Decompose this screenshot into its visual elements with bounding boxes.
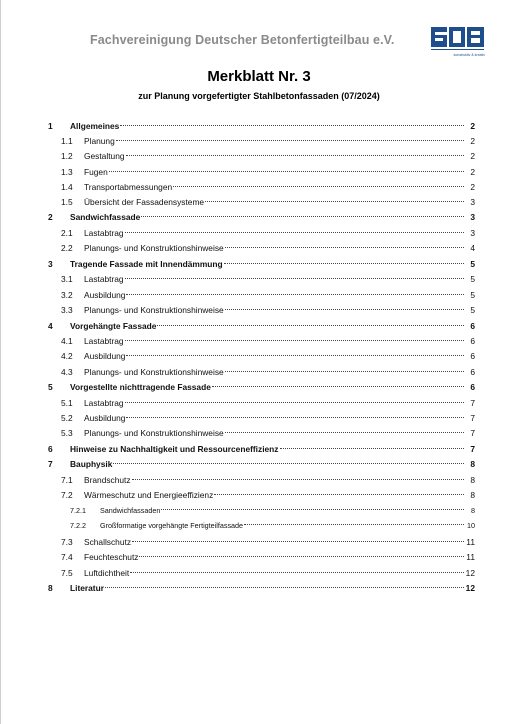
toc-entry-title: Vorgestellte nichttragende Fassade — [70, 382, 211, 392]
toc-leader-dots — [244, 524, 464, 525]
toc-entry-title: Sandwichfassade — [70, 212, 141, 222]
toc-entry-number: 7.1 — [61, 475, 73, 485]
toc-entry-title: Luftdichtheit — [84, 568, 130, 578]
toc-leader-dots — [225, 432, 464, 433]
toc-entry[interactable] — [48, 381, 475, 393]
toc-leader-dots — [141, 216, 464, 217]
toc-entry-page: 2 — [470, 121, 475, 131]
toc-entry-page: 6 — [470, 336, 475, 346]
toc-leader-dots — [125, 278, 464, 279]
toc-leader-dots — [132, 479, 464, 480]
toc-leader-dots — [125, 402, 464, 403]
toc-entry-page: 3 — [470, 228, 475, 238]
toc-entry-title: Literatur — [70, 583, 104, 593]
toc-entry[interactable] — [48, 258, 475, 270]
toc-entry[interactable] — [48, 120, 475, 132]
toc-entry-title: Übersicht der Fassadensysteme — [84, 197, 205, 207]
toc-entry-number: 7.2.1 — [70, 506, 86, 515]
toc-entry-title: Lastabtrag — [84, 398, 124, 408]
toc-leader-dots — [224, 263, 464, 264]
toc-entry[interactable] — [48, 150, 475, 162]
toc-entry-number: 1.2 — [61, 151, 73, 161]
toc-entry-number: 7.3 — [61, 537, 73, 547]
toc-leader-dots — [225, 371, 464, 372]
toc-entry-number: 4.3 — [61, 367, 73, 377]
toc-entry-title: Lastabtrag — [84, 274, 124, 284]
toc-entry[interactable] — [48, 520, 475, 532]
toc-entry[interactable] — [48, 166, 475, 178]
toc-entry-page: 2 — [470, 136, 475, 146]
toc-entry-number: 7.4 — [61, 552, 73, 562]
toc-entry-page: 11 — [466, 537, 475, 547]
toc-entry-page: 5 — [470, 259, 475, 269]
toc-leader-dots — [125, 340, 464, 341]
toc-entry-number: 2.1 — [61, 228, 73, 238]
toc-entry-page: 5 — [470, 274, 475, 284]
organization-name: Fachvereinigung Deutscher Betonfertigteilbau e.V. — [90, 33, 395, 47]
toc-entry[interactable] — [48, 443, 475, 455]
toc-leader-dots — [157, 325, 464, 326]
toc-leader-dots — [214, 494, 464, 495]
toc-leader-dots — [161, 509, 464, 510]
toc-entry[interactable] — [48, 412, 475, 424]
toc-entry-page: 7 — [470, 413, 475, 423]
toc-entry-title: Feuchteschutz — [84, 552, 139, 562]
toc-leader-dots — [225, 247, 464, 248]
toc-leader-dots — [109, 171, 464, 172]
toc-entry-number: 2.2 — [61, 243, 73, 253]
toc-entry-number: 7.5 — [61, 568, 73, 578]
toc-entry-title: Wärmeschutz und Energieeffizienz — [84, 490, 214, 500]
toc-entry-page: 12 — [465, 568, 475, 578]
toc-leader-dots — [126, 417, 464, 418]
toc-entry-title: Transportabmessungen — [84, 182, 173, 192]
toc-entry-page: 7 — [470, 428, 475, 438]
toc-entry[interactable] — [48, 505, 475, 517]
toc-entry-title: Sandwichfassaden — [100, 506, 161, 515]
toc-entry-page: 7 — [470, 398, 475, 408]
toc-entry[interactable] — [48, 227, 475, 239]
toc-entry[interactable] — [48, 366, 475, 378]
toc-entry-page: 8 — [471, 506, 475, 515]
toc-entry-number: 1.1 — [61, 136, 73, 146]
toc-entry-number: 1.5 — [61, 197, 73, 207]
toc-entry-page: 3 — [470, 212, 475, 222]
toc-entry-number: 4.1 — [61, 336, 73, 346]
toc-entry[interactable] — [48, 582, 475, 594]
toc-leader-dots — [212, 386, 464, 387]
toc-entry-title: Ausbildung — [84, 413, 126, 423]
toc-entry-title: Planungs- und Konstruktionshinweise — [84, 305, 224, 315]
toc-entry[interactable] — [48, 211, 475, 223]
toc-entry[interactable] — [48, 135, 475, 147]
toc-entry[interactable] — [48, 489, 475, 501]
toc-leader-dots — [280, 448, 465, 449]
toc-entry-title: Ausbildung — [84, 290, 126, 300]
toc-entry-page: 4 — [470, 243, 475, 253]
toc-entry-page: 2 — [470, 151, 475, 161]
toc-entry-number: 3.3 — [61, 305, 73, 315]
toc-entry-page: 7 — [470, 444, 475, 454]
toc-entry-title: Planungs- und Konstruktionshinweise — [84, 243, 224, 253]
toc-entry-title: Fugen — [84, 167, 108, 177]
toc-entry-number: 1 — [48, 121, 53, 131]
fdb-logo — [431, 26, 485, 66]
toc-leader-dots — [125, 232, 464, 233]
toc-entry-number: 7 — [48, 459, 53, 469]
toc-entry[interactable] — [48, 196, 475, 208]
toc-entry[interactable] — [48, 304, 475, 316]
toc-leader-dots — [205, 201, 464, 202]
toc-entry-number: 7.2 — [61, 490, 73, 500]
toc-entry-number: 3.1 — [61, 274, 73, 284]
toc-entry[interactable] — [48, 289, 475, 301]
toc-entry-page: 5 — [470, 305, 475, 315]
toc-entry-title: Brandschutz — [84, 475, 131, 485]
toc-entry-title: Schallschutz — [84, 537, 132, 547]
logo-tagline: konstruktiv & kreativ — [453, 53, 485, 57]
toc-entry-number: 4.2 — [61, 351, 73, 361]
toc-entry[interactable] — [48, 320, 475, 332]
toc-entry-number: 5.1 — [61, 398, 73, 408]
toc-entry-page: 6 — [470, 382, 475, 392]
toc-entry[interactable] — [48, 350, 475, 362]
toc-entry-page: 8 — [470, 490, 475, 500]
toc-entry-number: 6 — [48, 444, 53, 454]
toc-entry-title: Großformatige vorgehängte Fertigteilfassade — [100, 521, 244, 530]
toc-entry-number: 3.2 — [61, 290, 73, 300]
toc-entry-title: Vorgehängte Fassade — [70, 321, 157, 331]
toc-entry-page: 10 — [467, 521, 475, 530]
toc-entry-title: Gestaltung — [84, 151, 125, 161]
toc-entry[interactable] — [48, 536, 475, 548]
toc-entry-page: 6 — [470, 367, 475, 377]
toc-entry[interactable] — [48, 397, 475, 409]
document-subtitle: zur Planung vorgefertigter Stahlbetonfassaden (07/2024) — [138, 91, 380, 101]
toc-entry-number: 7.2.2 — [70, 521, 86, 530]
toc-entry-page: 3 — [470, 197, 475, 207]
toc-entry[interactable] — [48, 181, 475, 193]
fdb-logo-mark — [431, 26, 485, 54]
toc-leader-dots — [139, 556, 464, 557]
toc-entry-page: 2 — [470, 167, 475, 177]
toc-leader-dots — [113, 463, 464, 464]
toc-entry-page: 2 — [470, 182, 475, 192]
toc-leader-dots — [132, 541, 464, 542]
toc-entry[interactable] — [48, 427, 475, 439]
toc-entry[interactable] — [48, 551, 475, 563]
toc-entry-page: 12 — [465, 583, 475, 593]
toc-entry-title: Lastabtrag — [84, 336, 124, 346]
toc-entry[interactable] — [48, 567, 475, 579]
toc-entry-number: 5 — [48, 382, 53, 392]
toc-entry-title: Hinweise zu Nachhaltigkeit und Ressourceneffizienz — [70, 444, 279, 454]
toc-entry-number: 2 — [48, 212, 53, 222]
toc-entry-title: Ausbildung — [84, 351, 126, 361]
toc-entry-title: Bauphysik — [70, 459, 113, 469]
toc-entry-title: Allgemeines — [70, 121, 120, 131]
toc-entry[interactable] — [48, 335, 475, 347]
toc-entry[interactable] — [48, 458, 475, 470]
toc-entry-title: Tragende Fassade mit Innendämmung — [70, 259, 223, 269]
toc-leader-dots — [126, 355, 464, 356]
toc-entry[interactable] — [48, 242, 475, 254]
toc-entry-title: Planungs- und Konstruktionshinweise — [84, 367, 224, 377]
toc-leader-dots — [130, 572, 464, 573]
toc-entry-page: 6 — [470, 351, 475, 361]
toc-entry[interactable] — [48, 273, 475, 285]
toc-leader-dots — [105, 587, 464, 588]
toc-entry-title: Planung — [84, 136, 115, 146]
toc-entry-number: 3 — [48, 259, 53, 269]
toc-entry-number: 5.2 — [61, 413, 73, 423]
toc-entry-page: 6 — [470, 321, 475, 331]
toc-entry-number: 1.3 — [61, 167, 73, 177]
toc-entry-page: 8 — [470, 459, 475, 469]
toc-entry-number: 4 — [48, 321, 53, 331]
toc-leader-dots — [126, 294, 464, 295]
toc-entry-title: Lastabtrag — [84, 228, 124, 238]
toc-entry-number: 1.4 — [61, 182, 73, 192]
toc-leader-dots — [225, 309, 464, 310]
toc-leader-dots — [126, 155, 464, 156]
toc-leader-dots — [116, 140, 464, 141]
document-title: Merkblatt Nr. 3 — [207, 68, 311, 85]
toc-entry[interactable] — [48, 474, 475, 486]
toc-leader-dots — [173, 186, 464, 187]
toc-leader-dots — [120, 125, 464, 126]
toc-entry-page: 11 — [466, 552, 475, 562]
toc-entry-page: 5 — [470, 290, 475, 300]
toc-entry-number: 5.3 — [61, 428, 73, 438]
toc-entry-page: 8 — [470, 475, 475, 485]
toc-entry-number: 8 — [48, 583, 53, 593]
toc-entry-title: Planungs- und Konstruktionshinweise — [84, 428, 224, 438]
